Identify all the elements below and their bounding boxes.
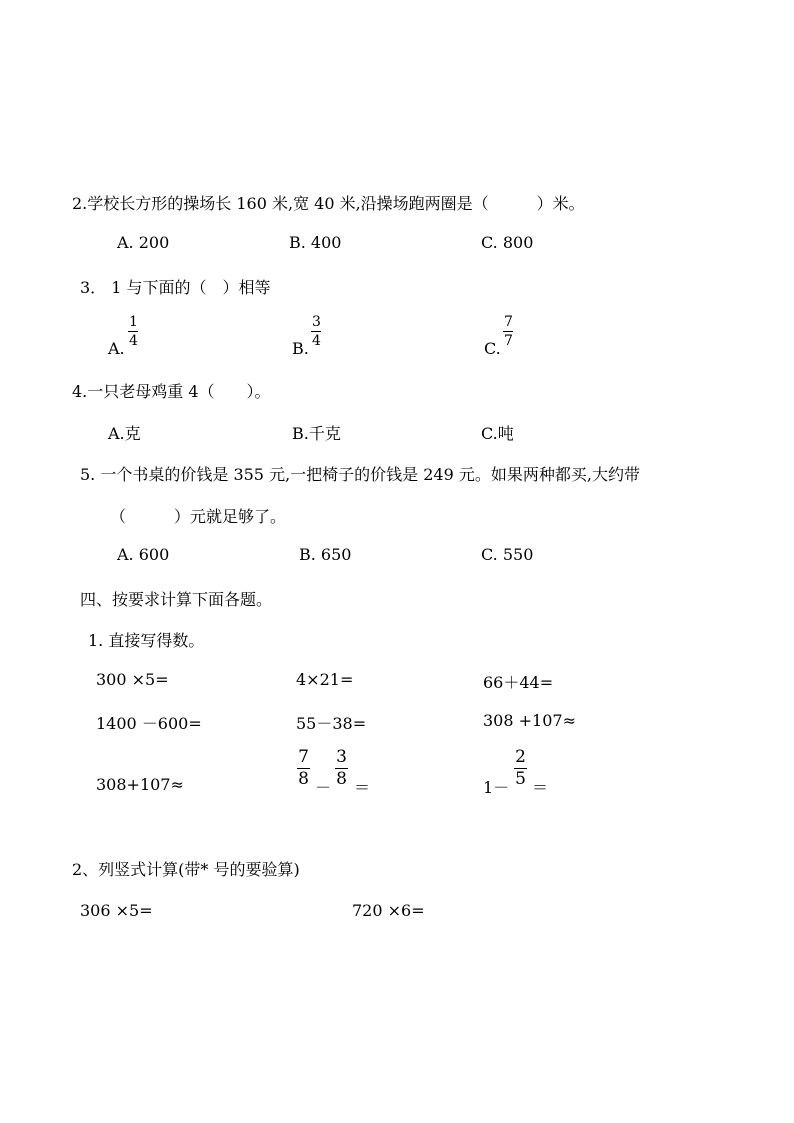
section-4-title: 四、按要求计算下面各题。 <box>80 590 273 609</box>
fraction-denominator: 8 <box>336 769 347 789</box>
vertical-calc-1: 306 ×5= <box>80 901 153 920</box>
calc-row-3-col-2-fraction-2 <box>335 749 348 788</box>
calc-row-3-col-2-fraction-1 <box>297 749 310 788</box>
question-4-option-c: C.吨 <box>481 424 514 443</box>
question-5-text-line-2: （ ）元就足够了。 <box>110 507 287 526</box>
question-5-option-b: B. 650 <box>299 545 352 564</box>
question-3-option-a-label: A. <box>108 339 125 358</box>
question-4-text: 4.一只老母鸡重 4（ ）。 <box>72 382 271 401</box>
calc-row-1-col-2: 4×21= <box>296 670 354 689</box>
vertical-calc-2: 720 ×6= <box>352 901 425 920</box>
question-2-option-c: C. 800 <box>481 233 534 252</box>
calc-row-3-col-1: 308+107≈ <box>96 775 184 794</box>
calc-row-3-col-2-equals: ＝ <box>354 778 371 797</box>
question-3-option-b-label: B. <box>292 339 309 358</box>
calc-row-3-col-3-prefix: 1－ <box>483 778 510 797</box>
calc-row-3-col-3-fraction <box>514 749 527 788</box>
question-5-text-line-1: 5. 一个书桌的价钱是 355 元,一把椅子的价钱是 249 元。如果两种都买,大约带 <box>80 465 640 484</box>
calc-row-2-col-1: 1400 －600= <box>96 714 202 733</box>
fraction-numerator: 1 <box>129 314 138 330</box>
question-4-option-b: B.千克 <box>292 424 341 443</box>
fraction-numerator: 7 <box>504 314 513 330</box>
section-4-subtitle-2: 2、列竖式计算(带* 号的要验算) <box>72 860 300 879</box>
calc-row-2-col-3: 308 +107≈ <box>483 711 576 730</box>
question-3-option-a-fraction <box>128 315 139 348</box>
fraction-denominator: 5 <box>515 769 526 789</box>
fraction-numerator: 3 <box>312 314 321 330</box>
question-2-option-b: B. 400 <box>289 233 342 252</box>
question-5-option-c: C. 550 <box>481 545 534 564</box>
question-2-text: 2.学校长方形的操场长 160 米,宽 40 米,沿操场跑两圈是（ ）米。 <box>72 194 585 213</box>
calc-row-3-col-2-operator: － <box>315 778 332 797</box>
calc-row-1-col-3: 66＋44= <box>483 673 554 692</box>
fraction-denominator: 7 <box>504 333 513 349</box>
fraction-denominator: 8 <box>298 769 309 789</box>
section-4-subtitle-1: 1. 直接写得数。 <box>88 631 205 650</box>
question-5-option-a: A. 600 <box>117 545 170 564</box>
question-3-text: 3． 1 与下面的（ ）相等 <box>80 278 271 297</box>
calc-row-3-col-3-equals: ＝ <box>532 778 549 797</box>
fraction-denominator: 4 <box>129 333 138 349</box>
fraction-numerator: 2 <box>515 747 526 767</box>
fraction-numerator: 7 <box>298 747 309 767</box>
calc-row-1-col-1: 300 ×5= <box>96 670 169 689</box>
fraction-denominator: 4 <box>312 333 321 349</box>
question-3-option-c-label: C. <box>484 339 501 358</box>
fraction-numerator: 3 <box>336 747 347 767</box>
question-4-option-a: A.克 <box>108 424 141 443</box>
question-2-option-a: A. 200 <box>117 233 170 252</box>
question-3-option-c-fraction <box>503 315 514 348</box>
question-3-option-b-fraction <box>311 315 322 348</box>
calc-row-2-col-2: 55－38= <box>296 714 367 733</box>
